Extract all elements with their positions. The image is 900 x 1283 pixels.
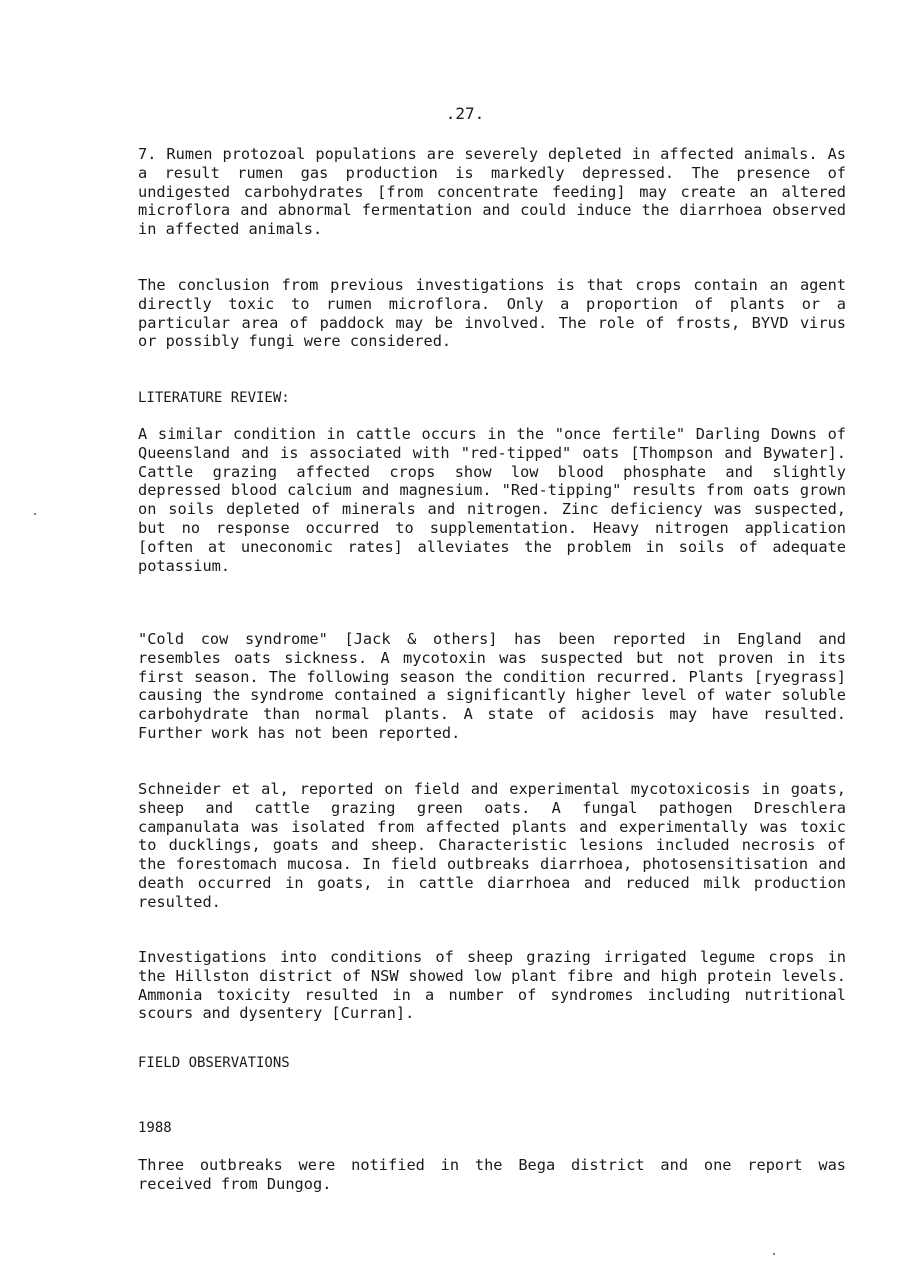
paragraph-outbreaks: Three outbreaks were notified in the Bega district and one report was received from Dungog.: [138, 1156, 846, 1193]
page-number: .27.: [445, 104, 485, 123]
paragraph-rumen-protozoa: 7. Rumen protozoal populations are severely depleted in affected animals. As a result rumen gas production is markedly depressed. The presence of undigested carbohydrates [from concentrate feeding] may create an altered microflora and abnormal fermentation and could induce the diarrhoea observed in affected animals.: [138, 145, 846, 239]
paragraph-mycotoxicosis: Schneider et al, reported on field and experimental mycotoxicosis in goats, sheep and cattle grazing green oats. A fungal pathogen Dreschlera campanulata was isolated from affected plants and experimentally was toxic to ducklings, goats and sheep. Characteristic lesions included necrosis of the forestomach mucosa. In field outbreaks diarrhoea, photosensitisation and death occurred in goats, in cattle diarrhoea and reduced milk production resulted.: [138, 780, 846, 911]
heading-field-observations: FIELD OBSERVATIONS: [138, 1055, 290, 1071]
scan-speck: [34, 513, 36, 515]
heading-literature-review: LITERATURE REVIEW:: [138, 390, 290, 406]
paragraph-conclusion: The conclusion from previous investigations is that crops contain an agent directly toxic to rumen microflora. Only a proportion of plants or a particular area of paddock may be involved. The role of frosts, BYVD virus or possibly fungi were considered.: [138, 276, 846, 351]
heading-year: 1988: [138, 1120, 172, 1136]
scan-speck: [773, 1253, 775, 1255]
paragraph-cold-cow-syndrome: "Cold cow syndrome" [Jack & others] has been reported in England and resembles oats sickness. A mycotoxin was suspected but not proven in its first season. The following season the condition recurred. Plants [ryegrass] causing the syndrome contained a significantly higher level of water soluble carbohydrate than normal plants. A state of acidosis may have resulted. Further work has not been reported.: [138, 630, 846, 742]
paragraph-hillston-investigations: Investigations into conditions of sheep grazing irrigated legume crops in the Hillston district of NSW showed low plant fibre and high protein levels. Ammonia toxicity resulted in a number of syndromes including nutritional scours and dysentery [Curran].: [138, 948, 846, 1023]
paragraph-red-tipped-oats: A similar condition in cattle occurs in the "once fertile" Darling Downs of Queensland and is associated with "red-tipped" oats [Thompson and Bywater]. Cattle grazing affected crops show low blood phosphate and slightly depressed blood calcium and magnesium. "Red-tipping" results from oats grown on soils depleted of minerals and nitrogen. Zinc deficiency was suspected, but no response occurred to supplementation. Heavy nitrogen application [often at uneconomic rates] alleviates the problem in soils of adequate potassium.: [138, 425, 846, 575]
